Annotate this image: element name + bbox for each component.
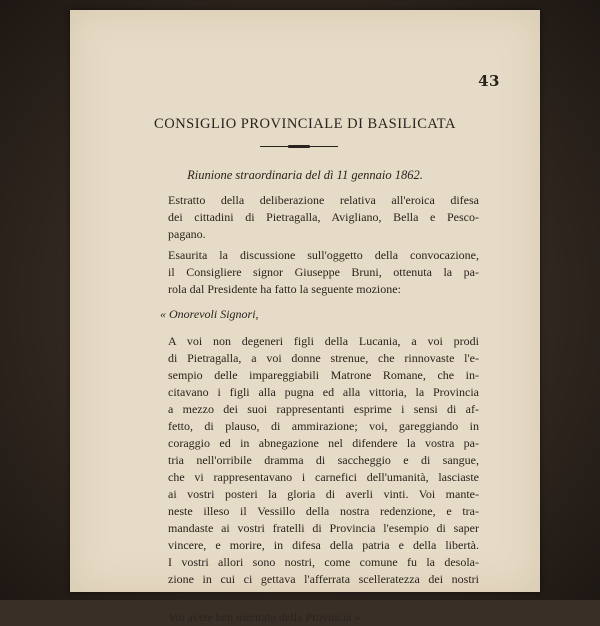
text-line: che vi rappresentavano i carnefici dell'umanità, lasciaste (168, 470, 479, 484)
decorative-rule (260, 146, 338, 147)
paragraph-extract (154, 192, 479, 243)
text-line: coraggio ed in abnegazione nel difendere la vostra pa- (168, 436, 479, 450)
text-line: neste illeso il Vessillo della nostra redenzione, e tra- (168, 504, 479, 518)
closing-line: Voi avete ben meritato della Provincia ». (168, 610, 364, 624)
text-line: A voi non degeneri figli della Lucania, a voi prodi (168, 334, 479, 348)
paragraph-motion (154, 333, 479, 605)
text-line: zione in cui ci gettava l'afferrata scelleratezza dei nostri (168, 572, 479, 586)
text-line: rola dal Presidente ha fatto la seguente mozione: (168, 282, 401, 296)
text-line: il Consigliere signor Giuseppe Bruni, ottenuta la pa- (168, 265, 479, 279)
text-line: citavano i figli alla pugna ed alla vittoria, la Provincia (168, 385, 479, 399)
text-line: ai vostri posteri la gloria di averli vinti. Voi mante- (168, 487, 479, 501)
text-line: sempio delle impareggiabili Matrone Romane, che in- (168, 368, 479, 382)
paragraph-discussion (154, 247, 479, 298)
meeting-subtitle: Riunione straordinaria del dì 11 gennaio 1862. (187, 168, 423, 182)
body-text (154, 192, 479, 626)
text-line: a mezzo dei suoi rappresentanti esprime i sensi di af- (168, 402, 479, 416)
text-line: tria nell'orribile dramma di saccheggio e di sangue, (168, 453, 479, 467)
text-line: mandaste ai vostri fratelli di Provincia l'esempio di saper (168, 521, 479, 535)
book-page (70, 10, 540, 624)
text-line: vincere, e morire, in difesa della patria e della libertà. (168, 538, 479, 552)
text-line: Estratto della deliberazione relativa all'eroica difesa (168, 193, 479, 207)
text-line: I vostri allori sono nostri, come comune fu la desola- (168, 555, 479, 569)
text-line: di Pietragalla, a voi donne strenue, che rinnovaste l'e- (168, 351, 479, 365)
text-line: Esaurita la discussione sull'oggetto della convocazione, (168, 248, 479, 262)
page-heading: CONSIGLIO PROVINCIALE DI BASILICATA (154, 116, 456, 132)
text-line: pagano. (168, 227, 206, 241)
text-line: nemici. (168, 589, 204, 603)
page-number: 43 (478, 72, 500, 90)
salutation: « Onorevoli Signori, (160, 307, 259, 321)
text-line: fetto, di plauso, di ammirazione; voi, gareggiando in (168, 419, 479, 433)
text-line: dei cittadini di Pietragalla, Avigliano, Bella e Pesco- (168, 210, 479, 224)
